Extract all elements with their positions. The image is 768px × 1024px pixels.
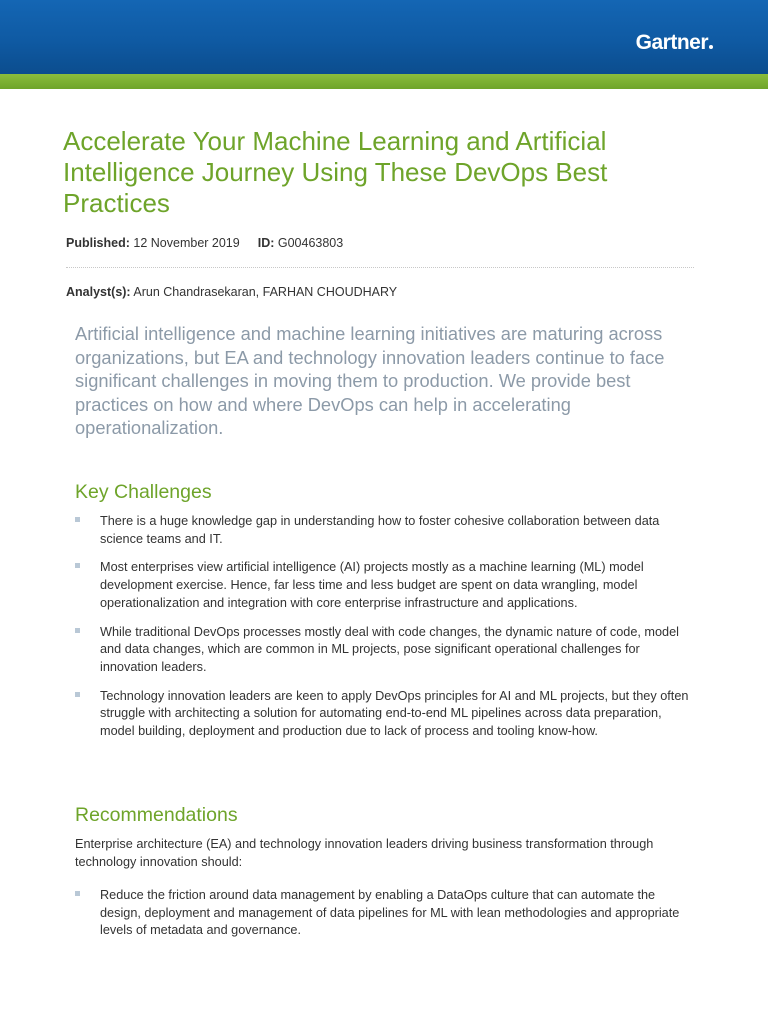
list-item-text: Technology innovation leaders are keen to apply DevOps principles for AI and ML projects, but they often struggle with architecting a solution for automating end-to-end ML pipelines across data preparation, model building, deployment and production due to lack of process and tooling know-how. [100, 688, 689, 739]
recommendations-heading: Recommendations [75, 804, 238, 826]
key-challenges-heading: Key Challenges [75, 481, 212, 503]
list-item [75, 624, 695, 677]
analysts-label: Analyst(s): [66, 285, 131, 299]
header-banner [0, 0, 768, 74]
published-date: 12 November 2019 [133, 236, 240, 250]
list-item-text: While traditional DevOps processes mostly deal with code changes, the dynamic nature of code, model and data changes, which are common in ML projects, pose significant operational challenges for innovation leaders. [100, 624, 679, 674]
id-label: ID: [257, 236, 275, 250]
header-accent-stripe [0, 74, 768, 89]
logo-dot-icon [709, 45, 713, 49]
published-label: Published: [66, 236, 130, 250]
recommendations-list [75, 887, 695, 951]
publication-meta [66, 236, 343, 250]
square-bullet-icon [75, 891, 80, 896]
document-title: Accelerate Your Machine Learning and Artificial Intelligence Journey Using These DevOps Best Practices [63, 126, 608, 218]
list-item [75, 887, 695, 940]
list-item-text: There is a huge knowledge gap in understanding how to foster cohesive collaboration between data science teams and IT. [100, 514, 660, 546]
key-challenges-list [75, 513, 695, 752]
list-item-text: Reduce the friction around data management by enabling a DataOps culture that can automate the design, deployment and management of data pipelines for ML with lean methodologies and appropriate levels of metadata and governance. [100, 888, 680, 938]
document-id: G00463803 [277, 236, 344, 250]
analysts-names: Arun Chandrasekaran, FARHAN CHOUDHARY [133, 285, 398, 299]
list-item [75, 559, 695, 612]
square-bullet-icon [75, 517, 80, 522]
square-bullet-icon [75, 692, 80, 697]
logo-text: Gartner [635, 31, 708, 54]
list-item [75, 688, 695, 741]
square-bullet-icon [75, 563, 80, 568]
analysts-line [66, 285, 397, 299]
gartner-logo [636, 31, 713, 55]
list-item [75, 513, 695, 548]
square-bullet-icon [75, 628, 80, 633]
summary-paragraph: Artificial intelligence and machine learning initiatives are maturing across organizations, but EA and technology innovation leaders continue to face significant challenges in moving them to production. We provide best practices on how and where DevOps can help in accelerating operationalization. [75, 323, 665, 438]
meta-divider [66, 267, 694, 268]
recommendations-intro: Enterprise architecture (EA) and technology innovation leaders driving business transformation through technology innovation should: [75, 837, 654, 869]
list-item-text: Most enterprises view artificial intelligence (AI) projects mostly as a machine learning (ML) model development exercise. Hence, far less time and less budget are spent on data wrangling, model operationalization and integration with core enterprise infrastructure and applications. [100, 560, 644, 610]
